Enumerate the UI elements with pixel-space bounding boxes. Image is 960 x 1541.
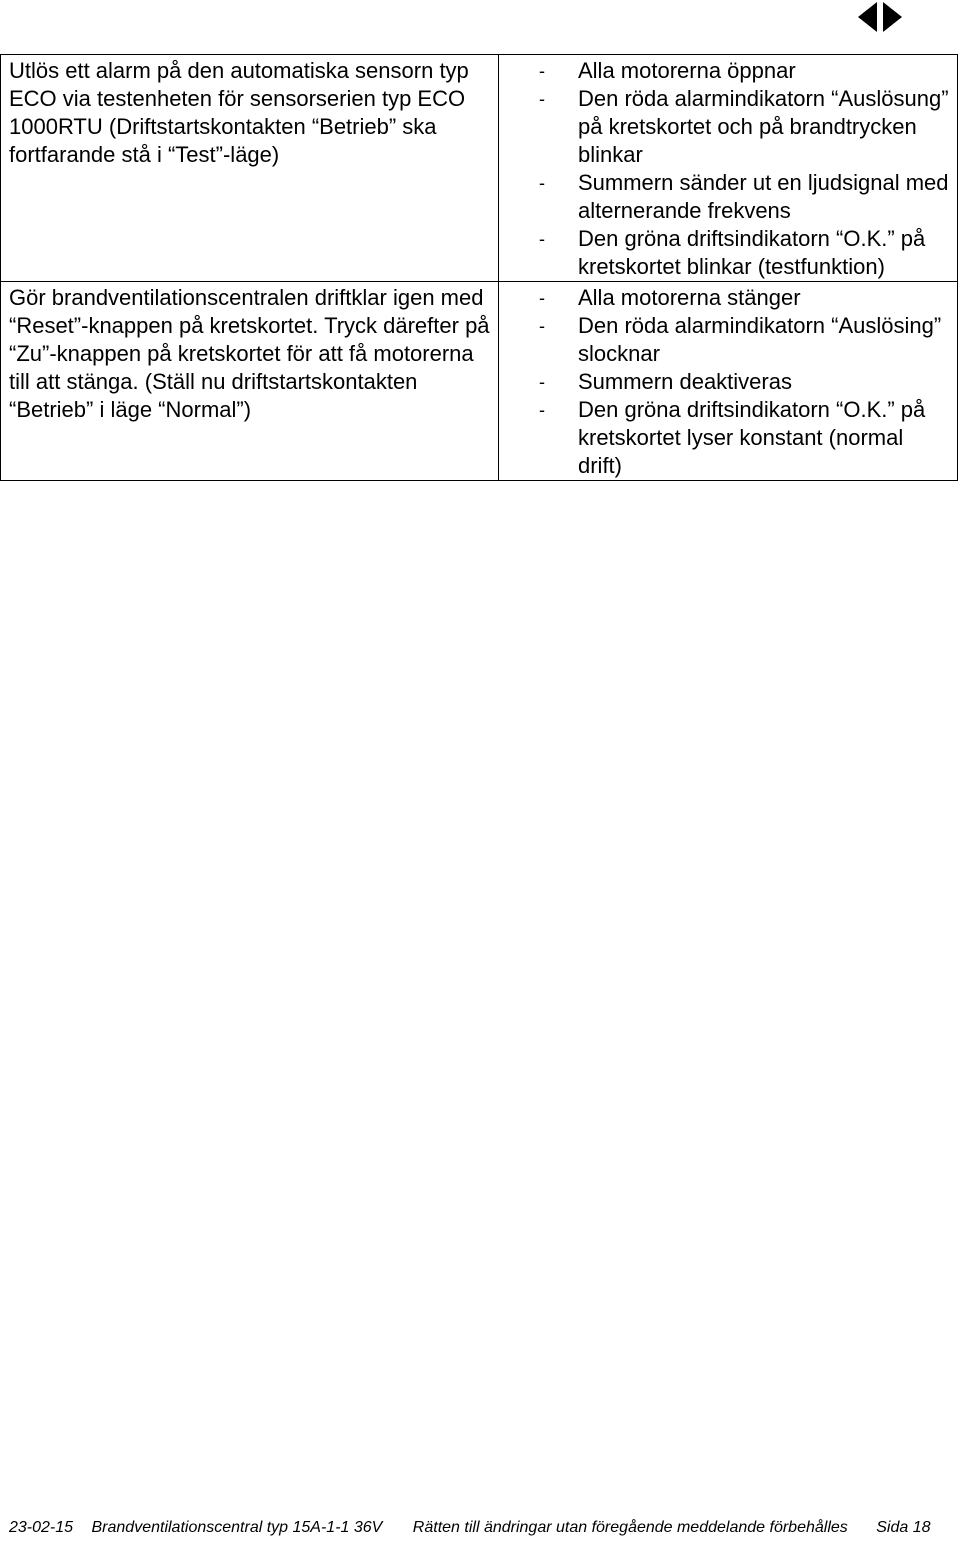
list-marker: -: [539, 316, 545, 336]
list-item: [499, 85, 953, 169]
step-instruction-cell: [1, 282, 499, 481]
list-item: [499, 284, 953, 312]
list-marker: -: [539, 400, 545, 420]
instruction-table: [0, 54, 958, 481]
list-item: [499, 396, 953, 480]
step-instruction-cell: [1, 55, 499, 282]
result-list: [499, 55, 957, 281]
result-list: [499, 282, 957, 480]
table-row: [1, 55, 958, 282]
list-item: [499, 368, 953, 396]
step-result-cell: [499, 55, 958, 282]
list-marker: -: [539, 229, 545, 249]
result-text: Den röda alarmindikatorn “Auslösing” slocknar: [578, 313, 942, 366]
list-marker: -: [539, 372, 545, 392]
result-text: Den röda alarmindikatorn “Auslösung” på kretskortet och på brandtrycken blinkar: [578, 86, 949, 167]
step-result-cell: [499, 282, 958, 481]
result-text: Summern sänder ut en ljudsignal med alternerande frekvens: [578, 170, 949, 223]
page-footer: [9, 1518, 930, 1538]
footer-page-number: Sida 18: [876, 1519, 931, 1536]
list-marker: -: [539, 288, 545, 308]
footer-disclaimer: Rätten till ändringar utan föregående meddelande förbehålles: [412, 1519, 848, 1536]
result-text: Alla motorerna öppnar: [578, 58, 796, 83]
result-text: Summern deaktiveras: [578, 369, 792, 394]
list-item: [499, 312, 953, 368]
list-marker: -: [539, 61, 545, 81]
left-right-arrows-icon: [858, 2, 902, 32]
list-marker: -: [539, 173, 545, 193]
result-text: Den gröna driftsindikatorn “O.K.” på kretskortet lyser konstant (normal drift): [578, 397, 926, 478]
footer-document-title: Brandventilationscentral typ 15A-1-1 36V: [91, 1519, 383, 1536]
footer-date: 23-02-15: [9, 1519, 74, 1536]
step-instruction-text: Utlös ett alarm på den automatiska sensorn typ ECO via testenheten för sensorserien typ ECO 1000RTU (Driftstartskontakten “Betrieb” ska fortfarande stå i “Test”-läge): [9, 58, 469, 167]
list-item: [499, 225, 953, 281]
list-item: [499, 57, 953, 85]
result-text: Den gröna driftsindikatorn “O.K.” på kretskortet blinkar (testfunktion): [578, 226, 926, 279]
list-item: [499, 169, 953, 225]
step-instruction-text: Gör brandventilationscentralen driftklar igen med “Reset”-knappen på kretskortet. Tryck därefter på “Zu”-knappen på kretskortet för att få motorerna till att stänga. (Ställ nu driftstartskontakten “Betrieb” i läge “Normal”): [9, 285, 490, 422]
table-row: [1, 282, 958, 481]
result-text: Alla motorerna stänger: [578, 285, 801, 310]
list-marker: -: [539, 89, 545, 109]
